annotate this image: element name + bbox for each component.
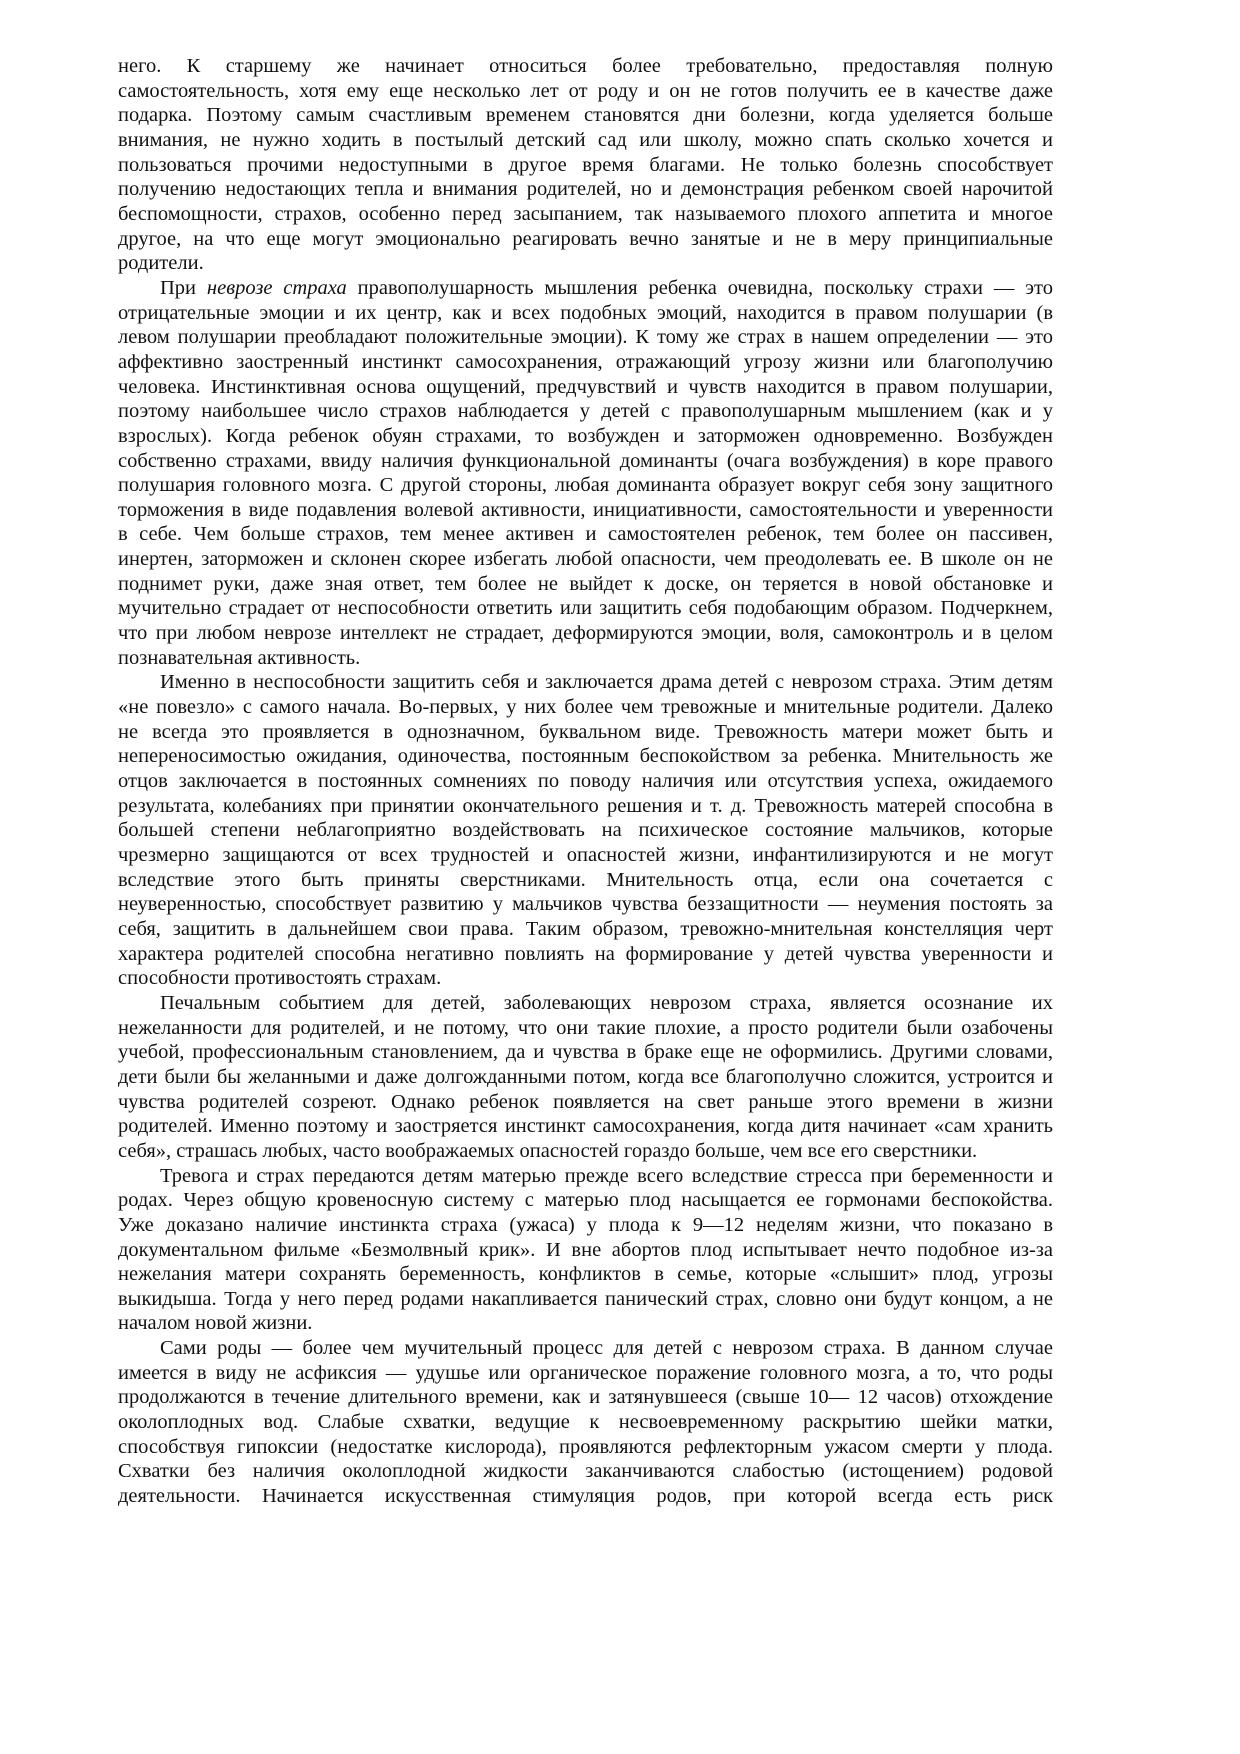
text-line: деятельности. Начинается искусственная стимуляция родов, при которой всегда есть риск [118,1485,1053,1508]
text-line: характера родителей способна негативно повлиять на формирование у детей чувства уверенности и [118,942,1053,965]
text-line: учебой, профессиональным становлением, да и чувства в браке еще не оформились. Другими словами, [118,1041,1053,1064]
text-line: нежеланности для родителей, и не потому, что они такие плохие, а просто родители были озабочены [118,1016,1053,1039]
text-line: полушария головного мозга. С другой стороны, любая доминанта образует вокруг себя зону защитного [118,474,1053,497]
text-segment: При [160,276,207,299]
text-line: в себе. Чем больше страхов, тем менее активен и самостоятелен ребенок, тем более он пассивен, [118,523,1053,546]
paragraph [118,1336,1053,1509]
text-line: него. К старшему же начинает относиться более требовательно, предоставляя полную [118,55,1053,77]
text-line: выкидыша. Тогда у него перед родами накапливается панический страх, словно они будут концом, а не [118,1287,1053,1310]
text-line: вследствие этого быть приняты сверстниками. Мнительность отца, если она сочетается с [118,868,1053,891]
text-line: непереносимостью ожидания, одиночества, постоянным беспокойством за ребенка. Мнительность же [118,745,1053,768]
text-line: родах. Через общую кровеносную систему с матерью плод насыщается ее гормонами беспокойства. [118,1189,1053,1212]
paragraph [118,670,1053,991]
text-line: документальном фильме «Безмолвный крик». И вне абортов плод испытывает нечто подобное из-за [118,1238,1053,1261]
text-line: не всегда это проявляется в однозначном, буквальном виде. Тревожность матери может быть и [118,720,1053,743]
text-line: получению недостающих тепла и внимания родителей, но и демонстрация ребенком своей нарочитой [118,178,1053,201]
text-line: Печальным событием для детей, заболевающих неврозом страха, является осознание их [160,991,1053,1014]
text-line: продолжаются в течение длительного времени, как и затянувшееся (свыше 10— 12 часов) отхождение [118,1386,1053,1409]
text-line: подарка. Поэтому самым счастливым временем становятся дни болезни, когда уделяется больше [118,104,1053,127]
text-line: человека. Инстинктивная основа ощущений, предчувствий и чувств находится в правом полушарии, [118,375,1053,398]
text-segment: правополушарность мышления ребенка очевидна, поскольку страхи — это [346,276,1053,299]
text-line: имеется в виду не асфиксия — удушье или органическое поражение головного мозга, а то, что роды [118,1361,1053,1384]
text-line [118,276,1053,301]
text-line: дети были бы желанными и даже долгожданными потом, когда все благополучно сложится, устроится и [118,1065,1053,1088]
text-line: пользоваться прочими недоступными в другое время благами. Не только болезнь способствует [118,153,1053,176]
text-line: чувства родителей созреют. Однако ребенок появляется на свет раньше этого времени в жизни [118,1090,1053,1113]
paragraph [118,54,1053,276]
text-line: большей степени неблагоприятно воздействовать на психическое состояние мальчиков, которые [118,819,1053,842]
text-line: родители. [118,252,204,275]
paragraph [118,276,1053,671]
text-line: что при любом неврозе интеллект не страдает, деформируются эмоции, воля, самоконтроль и в целом [118,622,1053,645]
text-line: неуверенностью, способствует развитию у мальчиков чувства беззащитности — неумения постоять за [118,893,1053,916]
text-line: родителей. Именно поэтому и заостряется инстинкт самосохранения, когда дитя начинает «сам хранить [118,1115,1053,1138]
text-line: отрицательные эмоции и их центр, как и всех подобных эмоций, находится в правом полушарии (в [118,301,1053,324]
text-line: беспомощности, страхов, особенно перед засыпанием, так называемого плохого аппетита и многое [118,202,1053,225]
text-line: отцов заключается в постоянных сомнениях по поводу наличия или отсутствия успеха, ожидаемого [118,770,1053,793]
text-line: нежелания матери сохранять беременность, конфликтов в семье, которые «слышит» плод, угрозы [118,1263,1053,1286]
text-line: поэтому наибольшее число страхов наблюдается у детей с правополушарным мышлением (как и у [118,400,1053,423]
text-line: аффективно заостренный инстинкт самосохранения, отражающий угрозу жизни или благополучию [118,350,1053,373]
text-line: собственно страхами, ввиду наличия функциональной доминанты (очага возбуждения) в коре правого [118,449,1053,472]
text-line: способности противостоять страхам. [118,967,442,990]
text-line: Именно в неспособности защитить себя и заключается драма детей с неврозом страха. Этим детям [160,671,1053,694]
text-line: другое, на что еще могут эмоционально реагировать вечно занятые и не в меру принципиальные [118,227,1053,250]
text-line: себя, защитить в дальнейшем свои права. Таким образом, тревожно-мнительная констелляция черт [118,917,1053,940]
text-line: Схватки без наличия околоплодной жидкости заканчиваются слабостью (истощением) родовой [118,1460,1053,1483]
text-line: торможения в виде подавления волевой активности, инициативности, самостоятельности и уверенности [118,498,1053,521]
text-line: началом новой жизни. [118,1312,313,1335]
text-line: Сами роды — более чем мучительный процесс для детей с неврозом страха. В данном случае [160,1337,1053,1360]
text-line: поднимет руки, даже зная ответ, тем более не выйдет к доске, он теряется в новой обстановке и [118,572,1053,595]
text-line: себя», страшась любых, часто воображаемых опасностей гораздо больше, чем все его сверстники. [118,1139,978,1162]
italic-term: неврозе страха [206,276,347,299]
text-line: «не повезло» с самого начала. Во-первых, у них более чем тревожные и мнительные родители. Далеко [118,696,1053,719]
text-line: познавательная активность. [118,646,361,669]
text-line: левом полушарии преобладают положительные эмоции). К тому же страх в нашем определении — это [118,326,1053,349]
text-line: взрослых). Когда ребенок обуян страхами, то возбужден и заторможен одновременно. Возбужден [118,424,1053,447]
text-line: самостоятельность, хотя ему еще несколько лет от роду и он не готов получить ее в качестве даже [118,79,1053,102]
text-line: способствуя гипоксии (недостатке кислорода), проявляются рефлекторным ужасом смерти у плода. [118,1435,1053,1458]
paragraph [118,1164,1053,1337]
text-line: мучительно страдает от неспособности ответить или защитить себя подобающим образом. Подчеркнем, [118,597,1053,620]
document-page [118,54,1053,1509]
text-line: инертен, заторможен и склонен скорее избегать любой опасности, чем преодолевать ее. В школе он не [118,548,1053,571]
text-line: чрезмерно защищаются от всех трудностей и опасностей жизни, инфантилизируются и не могут [118,844,1053,866]
text-line: внимания, не нужно ходить в постылый детский сад или школу, можно спать сколько хочется и [118,128,1053,151]
text-line: околоплодных вод. Слабые схватки, ведущие к несвоевременному раскрытию шейки матки, [118,1411,1053,1434]
text-line: результата, колебаниях при принятии окончательного решения и т. д. Тревожность матерей способна в [118,794,1053,817]
paragraph [118,991,1053,1164]
text-line: Тревога и страх передаются детям матерью прежде всего вследствие стресса при беременности и [160,1164,1053,1187]
text-line: Уже доказано наличие инстинкта страха (ужаса) у плода к 9—12 неделям жизни, что показано в [118,1213,1053,1236]
